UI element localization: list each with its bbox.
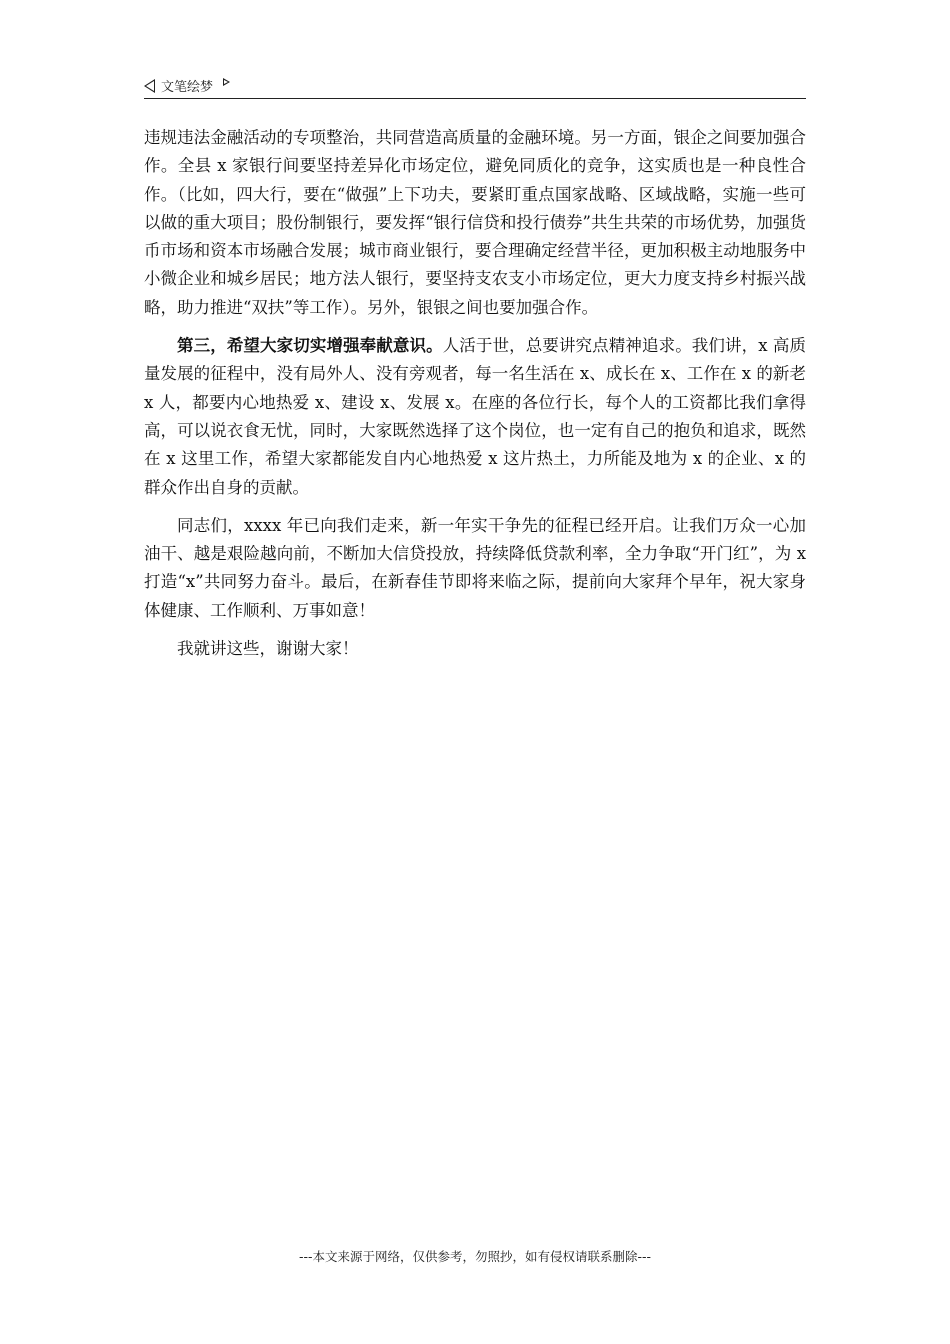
paragraph-text: 违规违法金融活动的专项整治，共同营造高质量的金融环境。另一方面，银企之间要加强合作。全县 x 家银行间要坚持差异化市场定位，避免同质化的竞争，这实质也是一种良性合作。（比如，四大行，要在“做强”上下功夫，要紧盯重点国家战略、区域战略，实施一些可以做的重大项目；股份制银行，要发挥“银行信贷和投行债券”共生共荣的市场优势，加强货币市场和资本市场融合发展；城市商业银行，要合理确定经营半径，更加积极主动地服务中小微企业和城乡居民；地方法人银行，要坚持支农支小市场定位，更大力度支持乡村振兴战略，助力推进“双扶”等工作）。另外，银银之间也要加强合作。 [144,128,806,317]
paragraph-heading: 第三，希望大家切实增强奉献意识。 [177,336,443,356]
paragraph-text: 我就讲这些，谢谢大家！ [177,639,359,659]
left-triangle-icon [144,79,155,93]
page-footer: ---本文来源于网络，仅供参考，勿照抄，如有侵权请联系删除--- [298,1249,652,1264]
paragraph-continuation [144,124,806,322]
paragraph-closing [144,512,806,625]
right-triangle-icon [223,78,230,86]
paragraph-text: 人活于世，总要讲究点精神追求。我们讲，x 高质量发展的征程中，没有局外人、没有旁观者，每一名生活在 x、成长在 x、工作在 x 的新老 x 人，都要内心地热爱 x、建设 x、发展 x。在座的各位行长，每个人的工资都比我们拿得高，可以说衣食无忧，同时，大家既然选择了这个岗位，也一定有自己的抱负和追求，既然在 x 这里工作，希望大家都能发自内心地热爱 x 这片热土，力所能及地为 x 的企业、x 的群众作出自身的贡献。 [144,336,806,497]
brand-text: 文笔绘梦 [161,80,214,95]
header-brand [144,76,230,95]
paragraph-thanks [144,635,806,663]
page-header [144,74,806,99]
paragraph-third-point [144,332,806,502]
paragraph-text: 同志们，xxxx 年已向我们走来，新一年实干争先的征程已经开启。让我们万众一心加油干、越是艰险越向前，不断加大信贷投放，持续降低贷款利率，全力争取“开门红”，为 x 打造“x”共同努力奋斗。最后，在新春佳节即将来临之际，提前向大家拜个早年，祝大家身体健康、工作顺利、万事如意！ [144,515,806,620]
document-body [144,124,806,673]
